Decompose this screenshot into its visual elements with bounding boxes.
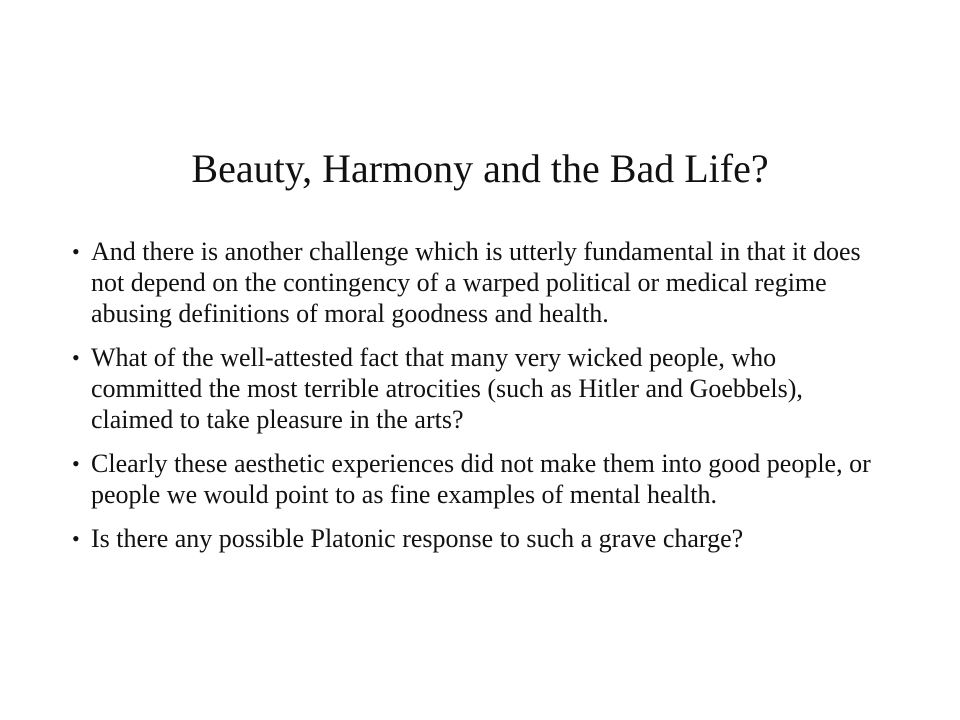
bullet-icon: • [72, 451, 80, 476]
bullet-text: Is there any possible Platonic response to such a grave charge? [91, 524, 744, 553]
bullet-text: And there is another challenge which is utterly fundamental in that it does not depend on the contingency of a warped political or medical regime abusing definitions of moral goodness and health. [91, 237, 861, 328]
bullet-list [72, 236, 882, 567]
bullet-icon: • [72, 239, 80, 264]
bullet-item [72, 448, 882, 510]
bullet-item [72, 236, 882, 329]
bullet-icon: • [72, 345, 80, 370]
bullet-text: Clearly these aesthetic experiences did not make them into good people, or people we would point to as fine examples of mental health. [91, 449, 871, 509]
bullet-item [72, 523, 882, 554]
bullet-text: What of the well-attested fact that many very wicked people, who committed the most terrible atrocities (such as Hitler and Goebbels), claimed to take pleasure in the arts? [91, 343, 803, 434]
bullet-item [72, 342, 882, 435]
slide-title: Beauty, Harmony and the Bad Life? [191, 146, 769, 191]
bullet-icon: • [72, 526, 80, 551]
